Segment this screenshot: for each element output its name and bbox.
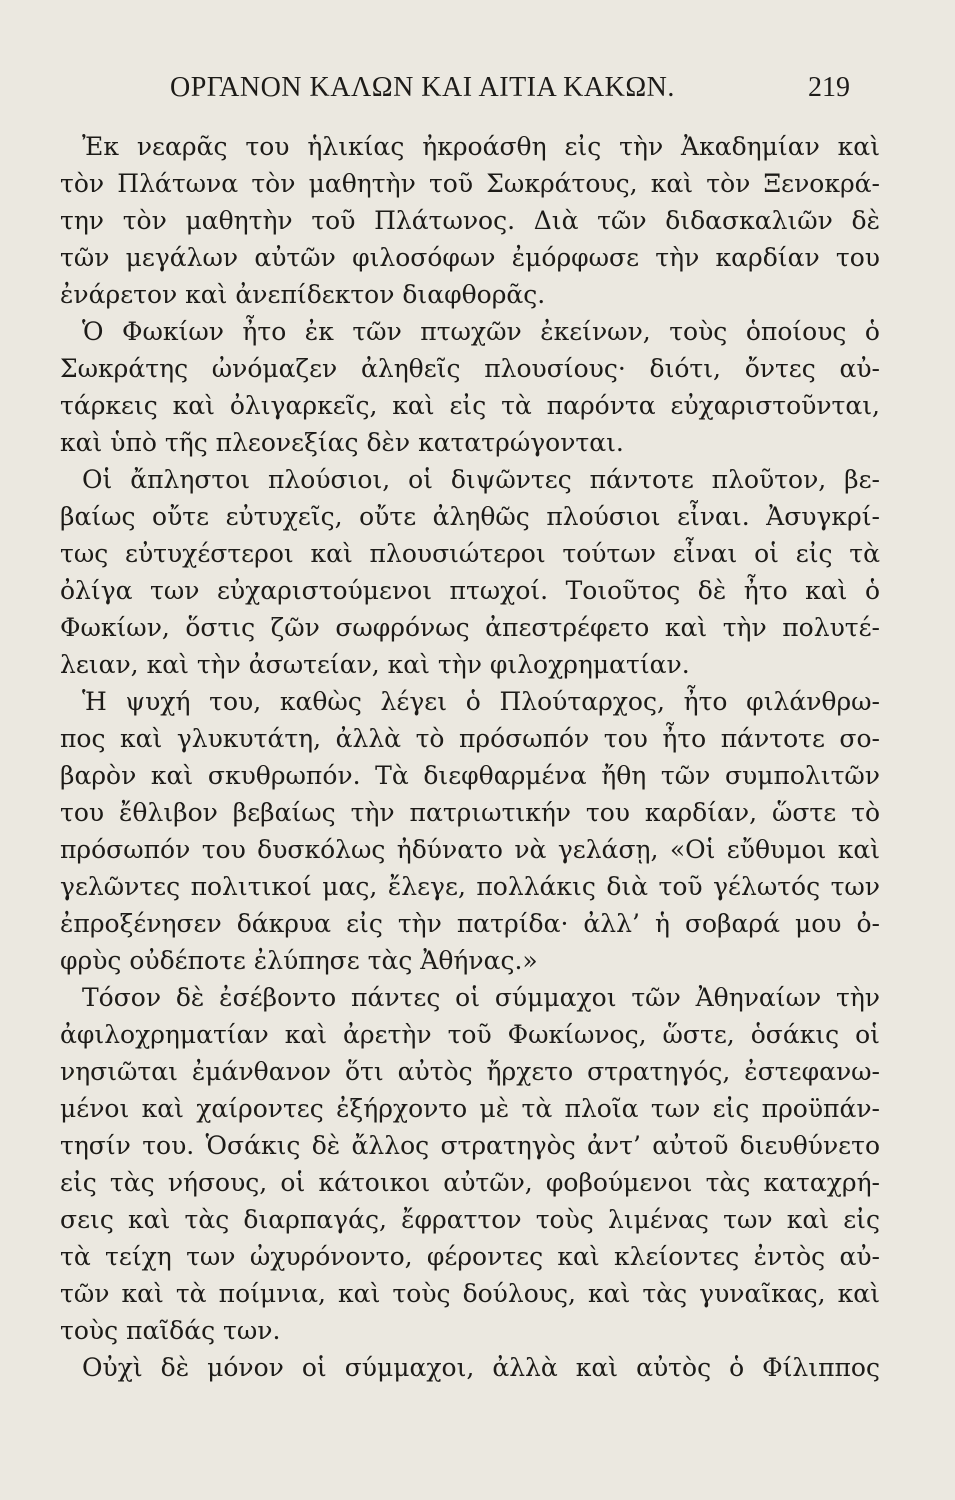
page-number: 219: [808, 72, 850, 103]
text-line: Ὁ Φωκίων ἦτο ἐκ τῶν πτωχῶν ἐκείνων, τοὺς ὁποίους ὁ: [82, 317, 880, 346]
text-line: Φωκίων, ὅστις ζῶν σωφρόνως ἀπεστρέφετο καὶ τὴν πολυτέ-: [60, 613, 880, 642]
text-line: πρόσωπόν του δυσκόλως ἠδύνατο νὰ γελάσῃ, «Οἱ εὔθυμοι καὶ: [60, 835, 880, 864]
running-title: ΟΡΓΑΝΟΝ ΚΑΛΩΝ ΚΑΙ ΑΙΤΙΑ ΚΑΚΩΝ.: [170, 72, 675, 103]
page-header: [60, 72, 850, 112]
text-line: τησίν του. Ὁσάκις δὲ ἄλλος στρατηγὸς ἀντ’ αὐτοῦ διευθύνετο: [60, 1131, 880, 1160]
text-line: σεις καὶ τὰς διαρπαγάς, ἔφραττον τοὺς λιμένας των καὶ εἰς: [60, 1205, 880, 1234]
text-line: τὸν Πλάτωνα τὸν μαθητὴν τοῦ Σωκράτους, καὶ τὸν Ξενοκρά-: [60, 169, 880, 198]
text-line: ἐνάρετον καὶ ἀνεπίδεκτον διαφθορᾶς.: [60, 280, 546, 309]
text-line: ὀλίγα των εὐχαριστούμενοι πτωχοί. Τοιοῦτος δὲ ἦτο καὶ ὁ: [60, 576, 880, 605]
text-line: ἐπροξένησεν δάκρυα εἰς τὴν πατρίδα· ἀλλ’ ἡ σοβαρά μου ὀ-: [60, 909, 880, 938]
text-line: Οἱ ἄπληστοι πλούσιοι, οἱ διψῶντες πάντοτε πλοῦτον, βε-: [82, 465, 880, 494]
text-line: την τὸν μαθητὴν τοῦ Πλάτωνος. Διὰ τῶν διδασκαλιῶν δὲ: [60, 206, 880, 235]
text-line: Οὐχὶ δὲ μόνον οἱ σύμμαχοι, ἀλλὰ καὶ αὐτὸς ὁ Φίλιππος: [82, 1353, 880, 1382]
text-line: νησιῶται ἐμάνθανον ὅτι αὐτὸς ἤρχετο στρατηγός, ἐστεφανω-: [60, 1057, 880, 1086]
text-line: βαρὸν καὶ σκυθρωπόν. Τὰ διεφθαρμένα ἤθη τῶν συμπολιτῶν: [60, 761, 880, 790]
text-line: Τόσον δὲ ἐσέβοντο πάντες οἱ σύμμαχοι τῶν Ἀθηναίων τὴν: [82, 983, 880, 1012]
text-line: τάρκεις καὶ ὀλιγαρκεῖς, καὶ εἰς τὰ παρόντα εὐχαριστοῦνται,: [60, 391, 880, 420]
text-line: φρὺς οὐδέποτε ἐλύπησε τὰς Ἀθήνας.»: [60, 946, 538, 975]
text-line: τῶν καὶ τὰ ποίμνια, καὶ τοὺς δούλους, καὶ τὰς γυναῖκας, καὶ: [60, 1279, 880, 1308]
text-line: τως εὐτυχέστεροι καὶ πλουσιώτεροι τούτων εἶναι οἱ εἰς τὰ: [60, 539, 880, 568]
text-line: πος καὶ γλυκυτάτη, ἀλλὰ τὸ πρόσωπόν του ἦτο πάντοτε σο-: [60, 724, 880, 753]
text-line: Ἐκ νεαρᾶς του ἡλικίας ἠκροάσθη εἰς τὴν Ἀκαδημίαν καὶ: [82, 132, 880, 161]
text-line: λειαν, καὶ τὴν ἀσωτείαν, καὶ τὴν φιλοχρηματίαν.: [60, 650, 690, 679]
text-line: του ἔθλιβον βεβαίως τὴν πατριωτικήν του καρδίαν, ὥστε τὸ: [60, 798, 880, 827]
text-line: τοὺς παῖδάς των.: [60, 1316, 281, 1345]
text-line: μένοι καὶ χαίροντες ἐξήρχοντο μὲ τὰ πλοῖα των εἰς προϋπάν-: [60, 1094, 880, 1123]
text-line: ἀφιλοχρηματίαν καὶ ἀρετὴν τοῦ Φωκίωνος, ὥστε, ὁσάκις οἱ: [60, 1020, 880, 1049]
text-line: γελῶντες πολιτικοί μας, ἔλεγε, πολλάκις διὰ τοῦ γέλωτός των: [60, 872, 880, 901]
text-line: Ἡ ψυχή του, καθὼς λέγει ὁ Πλούταρχος, ἦτο φιλάνθρω-: [82, 687, 880, 716]
text-line: τῶν μεγάλων αὐτῶν φιλοσόφων ἐμόρφωσε τὴν καρδίαν του: [60, 243, 880, 272]
text-line: βαίως οὔτε εὐτυχεῖς, οὔτε ἀληθῶς πλούσιοι εἶναι. Ἀσυγκρί-: [60, 502, 880, 531]
text-line: εἰς τὰς νήσους, οἱ κάτοικοι αὐτῶν, φοβούμενοι τὰς καταχρή-: [60, 1168, 880, 1197]
text-line: Σωκράτης ὠνόμαζεν ἀληθεῖς πλουσίους· διότι, ὄντες αὐ-: [60, 354, 880, 383]
text-line: τὰ τείχη των ὠχυρόνοντο, φέροντες καὶ κλείοντες ἐντὸς αὐ-: [60, 1242, 880, 1271]
text-line: καὶ ὑπὸ τῆς πλεονεξίας δὲν κατατρώγονται.: [60, 428, 624, 457]
body-text: [60, 128, 880, 1386]
